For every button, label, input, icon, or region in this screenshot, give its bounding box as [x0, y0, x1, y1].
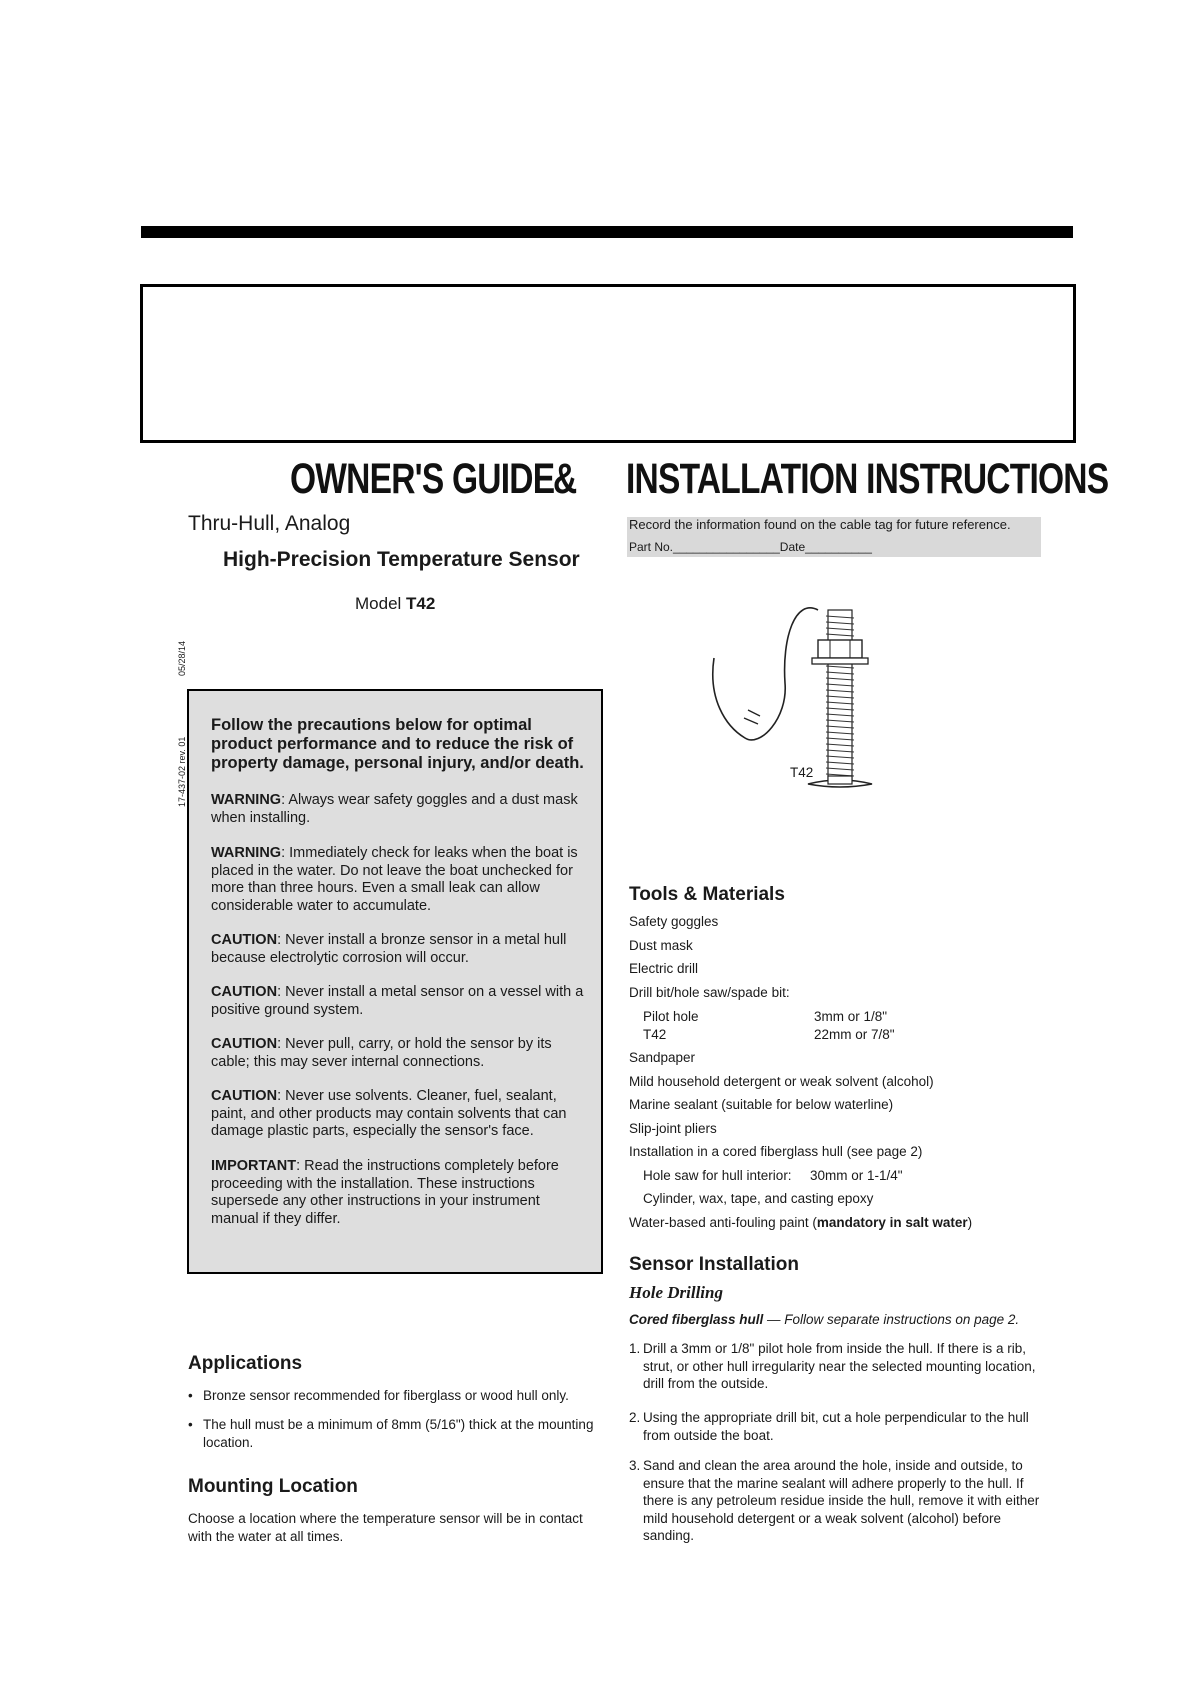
hex-nut [812, 640, 868, 664]
cable-tag-fields: Part No.________________Date__________ [629, 540, 872, 554]
mounting-heading: Mounting Location [188, 1476, 358, 1497]
important-read: IMPORTANT: Read the instructions completely before proceeding with the installation. These instructions supersede any other instructions in your instrument manual if they differ. [211, 1158, 559, 1227]
list-item: Installation in a cored fiberglass hull (see page 2) [629, 1144, 923, 1159]
hole-saw-size: 30mm or 1-1/4" [810, 1168, 903, 1183]
cable-tag-box [627, 517, 1041, 557]
list-item: Mild household detergent or weak solvent (alcohol) [629, 1074, 934, 1089]
title-ampersand: & [553, 455, 577, 503]
caution-solvents: CAUTION: Never use solvents. Cleaner, fuel, sealant, paint, and other products may contain solvents that can damage plastic parts, especially the sensor's face. [211, 1088, 567, 1139]
caution-cable: CAUTION: Never pull, carry, or hold the sensor by its cable; this may sever internal connections. [211, 1036, 552, 1070]
subtitle-thru-hull: Thru-Hull, Analog [188, 512, 351, 535]
title-installation-instructions: INSTALLATION INSTRUCTIONS [626, 455, 1109, 503]
list-item: Cylinder, wax, tape, and casting epoxy [643, 1191, 874, 1206]
list-item: Pilot hole [643, 1009, 699, 1024]
precautions-box [187, 689, 603, 1274]
list-item: T42 [643, 1027, 667, 1042]
header-frame [140, 284, 1076, 443]
list-item: Sandpaper [629, 1050, 696, 1065]
mounting-text: Choose a location where the temperature sensor will be in contact with the water at all times. [188, 1511, 583, 1544]
caution-metal: CAUTION: Never install a metal sensor on a vessel with a positive ground system. [211, 984, 584, 1018]
side-doc-number: 17-437-02 rev. 01 [177, 736, 187, 807]
cable-line [713, 608, 818, 740]
model-label: Model [355, 594, 402, 613]
diagram-label: T42 [790, 765, 814, 780]
list-item: Safety goggles [629, 914, 719, 929]
hole-drilling-subheading: Hole Drilling [629, 1283, 723, 1302]
cable-cut-mark [744, 710, 760, 724]
cable-tag-instruction: Record the information found on the cable tag for future reference. [629, 517, 1011, 532]
threaded-stem [826, 610, 854, 782]
model-line [355, 594, 435, 614]
cored-hull-note: Cored fiberglass hull — Follow separate instructions on page 2. [629, 1312, 1020, 1327]
pilot-hole-size: 3mm or 1/8" [814, 1009, 888, 1024]
sensor-install-heading: Sensor Installation [629, 1254, 799, 1275]
list-item: Slip-joint pliers [629, 1121, 717, 1136]
subtitle-sensor: High-Precision Temperature Sensor [223, 548, 580, 571]
applications-heading: Applications [188, 1353, 303, 1374]
warning-leaks: WARNING: Immediately check for leaks when the boat is placed in the water. Do not leave the boat unchecked for more than three hours. Even a small leak can allow considerable water to accumulate. [211, 845, 578, 914]
tools-heading: Tools & Materials [629, 884, 785, 905]
t42-hole-size: 22mm or 7/8" [814, 1027, 895, 1042]
top-rule [141, 226, 1073, 238]
warning-goggles: WARNING: Always wear safety goggles and a dust mask when installing. [211, 792, 578, 826]
side-date: 05/28/14 [177, 640, 187, 676]
list-item: Marine sealant (suitable for below waterline) [629, 1097, 894, 1112]
list-item: Electric drill [629, 961, 699, 976]
precautions-lead: Follow the precautions below for optimal product performance and to reduce the risk of property damage, personal injury, and/or death. [211, 716, 584, 772]
title-owners-guide: OWNER'S GUIDE [290, 455, 555, 503]
list-item: Dust mask [629, 938, 693, 953]
list-item: Drill bit/hole saw/spade bit: [629, 985, 790, 1000]
list-item: Water-based anti-fouling paint (mandatory in salt water) [629, 1215, 973, 1230]
caution-bronze: CAUTION: Never install a bronze sensor in a metal hull because electrolytic corrosion will occur. [211, 932, 567, 966]
list-item: Hole saw for hull interior: [643, 1168, 792, 1183]
model-value: T42 [406, 594, 436, 613]
